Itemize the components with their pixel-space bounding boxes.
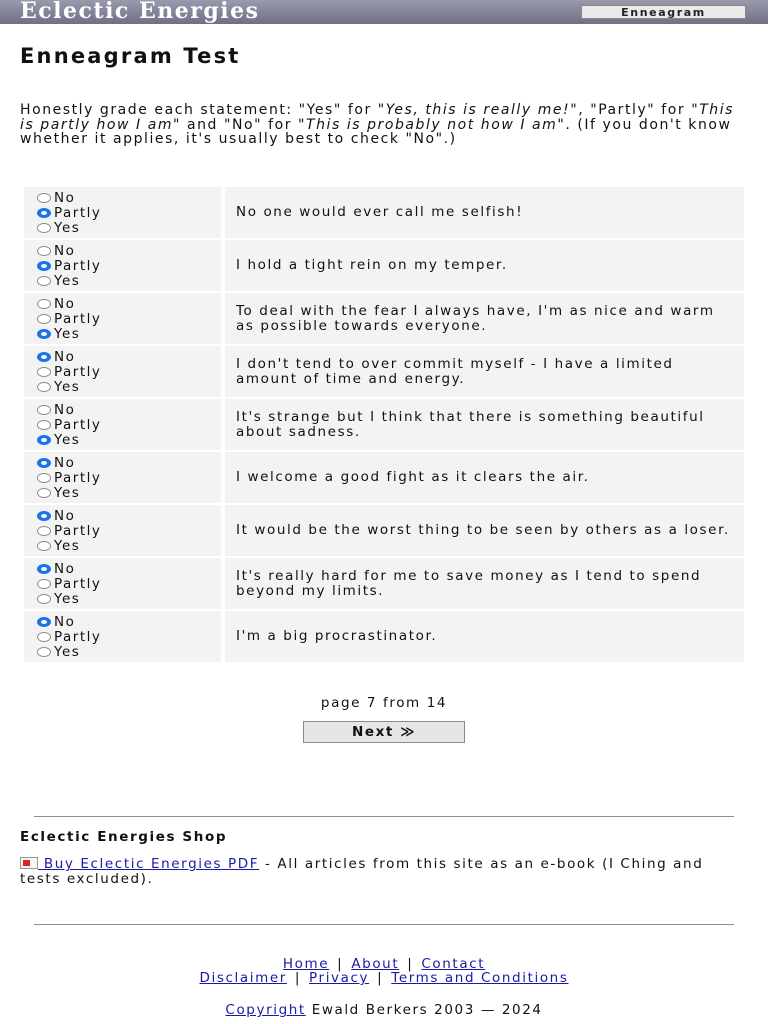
next-button[interactable]: Next ≫ (303, 721, 465, 743)
option-label: Partly (54, 416, 102, 433)
option-label: No (54, 242, 76, 259)
intro-quote: "This is partly how I am" (20, 102, 735, 133)
enneagram-nav-button[interactable]: Enneagram (581, 5, 746, 19)
option-label: Partly (54, 628, 102, 645)
intro-quote: "Yes, this is really me!" (377, 102, 579, 118)
option-yes[interactable] (37, 273, 80, 288)
contact-link[interactable]: Contact (421, 956, 486, 972)
radio-button[interactable] (37, 526, 51, 536)
option-yes[interactable] (37, 326, 80, 341)
option-no[interactable] (37, 561, 75, 576)
radio-button[interactable] (37, 647, 51, 657)
statement-text: It's really hard for me to save money as I tend to spend beyond my limits. (225, 558, 744, 609)
radio-button[interactable] (37, 246, 51, 256)
question-row (24, 187, 744, 238)
intro-part: Honestly grade each statement: "Yes" for (20, 102, 378, 118)
option-no[interactable] (37, 455, 75, 470)
radio-button[interactable] (37, 420, 51, 430)
footer-links-2 (0, 970, 768, 986)
buy-pdf-link[interactable] (20, 856, 259, 872)
option-yes[interactable] (37, 220, 80, 235)
option-partly[interactable] (37, 576, 101, 591)
option-partly[interactable] (37, 523, 101, 538)
question-row (24, 240, 744, 291)
option-yes[interactable] (37, 538, 80, 553)
option-label: Partly (54, 363, 102, 380)
option-label: Partly (54, 257, 102, 274)
intro-part: , "Partly" for (578, 102, 692, 118)
option-yes[interactable] (37, 485, 80, 500)
option-no[interactable] (37, 402, 75, 417)
answer-options (24, 293, 221, 344)
separator: | (337, 956, 344, 972)
shop-title: Eclectic Energies Shop (20, 829, 228, 845)
separator: | (407, 956, 414, 972)
option-label: No (54, 348, 76, 365)
option-label: Partly (54, 310, 102, 327)
radio-button[interactable] (37, 617, 51, 627)
separator: | (294, 970, 302, 986)
option-no[interactable] (37, 190, 75, 205)
option-label: Partly (54, 522, 102, 539)
option-label: Yes (54, 272, 81, 289)
option-label: No (54, 454, 76, 471)
question-row (24, 399, 744, 450)
radio-button[interactable] (37, 541, 51, 551)
question-row (24, 293, 744, 344)
radio-button[interactable] (37, 208, 51, 218)
radio-button[interactable] (37, 632, 51, 642)
statement-text: I welcome a good fight as it clears the air. (225, 452, 744, 503)
radio-button[interactable] (37, 299, 51, 309)
radio-button[interactable] (37, 261, 51, 271)
separator: | (377, 970, 384, 986)
answer-options (24, 187, 221, 238)
radio-button[interactable] (37, 223, 51, 233)
about-link[interactable]: About (351, 956, 400, 972)
home-link[interactable]: Home (282, 956, 330, 972)
copyright-text: Ewald Berkers 2003 — 2024 (305, 1002, 543, 1018)
option-label: Yes (54, 431, 81, 448)
option-label: Yes (54, 590, 81, 607)
answer-options (24, 611, 221, 662)
question-row (24, 611, 744, 662)
answer-options (24, 240, 221, 291)
option-partly[interactable] (37, 470, 101, 485)
answer-options (24, 346, 221, 397)
option-label: Yes (54, 484, 81, 501)
copyright-link[interactable]: Copyright (225, 1002, 306, 1018)
radio-button[interactable] (37, 458, 51, 468)
answer-options (24, 399, 221, 450)
page-title: Enneagram Test (20, 44, 241, 68)
option-no[interactable] (37, 508, 75, 523)
statement-text: It would be the worst thing to be seen by others as a loser. (225, 505, 744, 556)
option-no[interactable] (37, 243, 75, 258)
question-row (24, 452, 744, 503)
disclaimer-link[interactable]: Disclaimer (199, 970, 287, 986)
option-label: Partly (54, 204, 102, 221)
answer-options (24, 505, 221, 556)
question-row (24, 505, 744, 556)
radio-button[interactable] (37, 488, 51, 498)
option-partly[interactable] (37, 311, 101, 326)
option-partly[interactable] (37, 258, 101, 273)
top-bar (0, 0, 768, 24)
radio-button[interactable] (37, 352, 51, 362)
option-yes[interactable] (37, 591, 80, 606)
radio-button[interactable] (37, 405, 51, 415)
terms-link[interactable]: Terms and Conditions (391, 970, 569, 986)
option-label: No (54, 189, 76, 206)
statement-text: I don't tend to over commit myself - I have a limited amount of time and energy. (225, 346, 744, 397)
option-label: No (54, 507, 76, 524)
answer-options (24, 452, 221, 503)
option-partly[interactable] (37, 364, 101, 379)
statement-text: To deal with the fear I always have, I'm as nice and warm as possible towards everyone. (225, 293, 744, 344)
radio-button[interactable] (37, 594, 51, 604)
option-label: Partly (54, 469, 102, 486)
radio-button[interactable] (37, 511, 51, 521)
statement-text: I hold a tight rein on my temper. (225, 240, 744, 291)
radio-button[interactable] (37, 329, 51, 339)
radio-button[interactable] (37, 276, 51, 286)
buy-pdf-link-label: Buy Eclectic Energies PDF (38, 856, 260, 872)
option-label: Yes (54, 378, 81, 395)
radio-button[interactable] (37, 367, 51, 377)
option-label: No (54, 560, 76, 577)
option-label: Yes (54, 325, 81, 342)
option-label: No (54, 401, 76, 418)
privacy-link[interactable]: Privacy (309, 970, 370, 986)
answer-options (24, 558, 221, 609)
option-partly[interactable] (37, 205, 101, 220)
intro-quote: "This is probably not how I am" (298, 116, 566, 133)
statement-text: I'm a big procrastinator. (225, 611, 744, 662)
radio-button[interactable] (37, 382, 51, 392)
option-no[interactable] (37, 296, 75, 311)
option-no[interactable] (37, 349, 75, 364)
radio-button[interactable] (37, 193, 51, 203)
option-label: Yes (54, 537, 81, 554)
question-row (24, 558, 744, 609)
statement-text: It's strange but I think that there is something beautiful about sadness. (225, 399, 744, 450)
option-label: Yes (54, 219, 81, 236)
intro-part: . (If you don't know whether it applies, it's usually best to check "No".) (20, 116, 732, 147)
radio-button[interactable] (37, 435, 51, 445)
shop-description: - All articles from this site as an e-book (I Ching and tests excluded). (20, 856, 704, 887)
copyright-line (0, 1002, 768, 1018)
pdf-icon (20, 857, 38, 869)
option-partly[interactable] (37, 629, 101, 644)
site-logo[interactable]: Eclectic Energies (20, 0, 260, 24)
option-yes[interactable] (37, 379, 80, 394)
option-label: No (54, 295, 76, 312)
option-yes[interactable] (37, 432, 80, 447)
radio-button[interactable] (37, 579, 51, 589)
intro-part: and "No" for (181, 116, 299, 133)
intro-text (20, 103, 750, 147)
question-row (24, 346, 744, 397)
statement-text: No one would ever call me selfish! (225, 187, 744, 238)
radio-button[interactable] (37, 473, 51, 483)
divider (34, 924, 734, 925)
radio-button[interactable] (37, 564, 51, 574)
option-yes[interactable] (37, 644, 80, 659)
option-partly[interactable] (37, 417, 101, 432)
option-no[interactable] (37, 614, 75, 629)
option-label: Partly (54, 575, 102, 592)
shop-text (20, 857, 740, 887)
option-label: Yes (54, 643, 81, 660)
radio-button[interactable] (37, 314, 51, 324)
option-label: No (54, 613, 76, 630)
divider (34, 816, 734, 817)
page-indicator: page 7 from 14 (320, 695, 448, 711)
